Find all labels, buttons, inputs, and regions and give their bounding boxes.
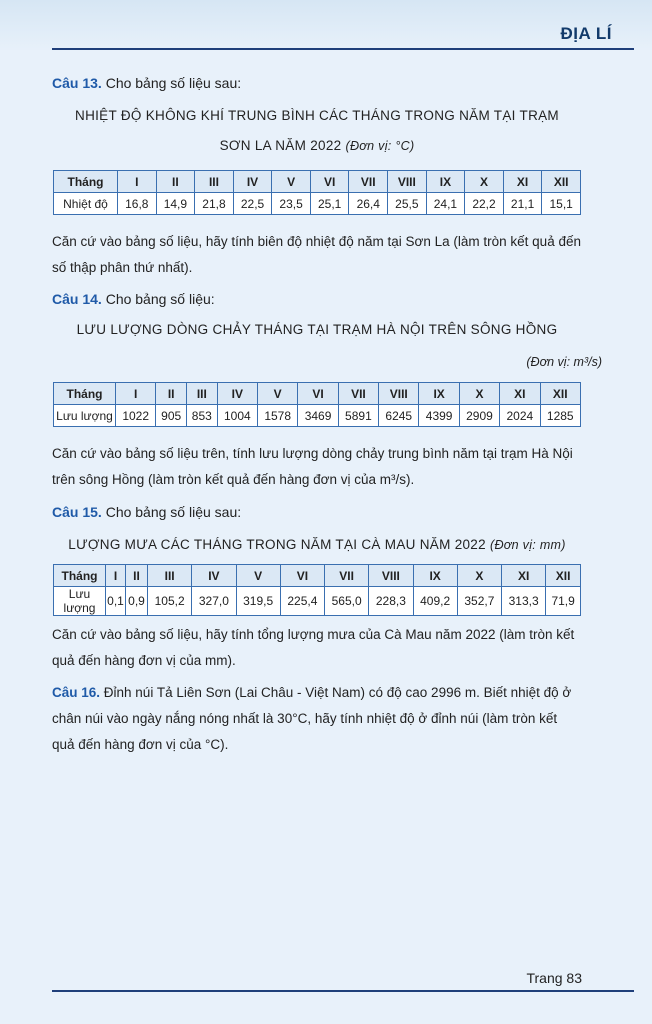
q15-intro: Cho bảng số liệu sau: (101, 504, 242, 520)
q13-table-title-line1: NHIỆT ĐỘ KHÔNG KHÍ TRUNG BÌNH CÁC THÁNG TRONG NĂM TẠI TRẠM (75, 108, 559, 123)
q13-header-cell: II (156, 171, 195, 193)
q13-header-cell: III (195, 171, 234, 193)
q14-heading (52, 289, 215, 309)
q13-value-cell: 25,1 (310, 193, 349, 215)
q14-value-cell: 1022 (116, 405, 156, 427)
q13-value-cell: 21,1 (503, 193, 542, 215)
q14-value-cell: 1578 (258, 405, 298, 427)
q14-value-cell: 4399 (419, 405, 459, 427)
q14-unit: (Đơn vị: m³/s) (526, 355, 602, 369)
q14-header-label: Tháng (54, 383, 116, 405)
q15-unit: (Đơn vị: mm) (489, 538, 566, 552)
q13-header-cell: VIII (388, 171, 427, 193)
q15-header-cell: V (236, 565, 280, 587)
q13-header-cell: XII (542, 171, 581, 193)
q14-value-cell: 3469 (298, 405, 338, 427)
q15-header-cell: VII (325, 565, 369, 587)
q15-value-cell: 0,9 (126, 587, 148, 616)
q13-value-cell: 22,2 (465, 193, 504, 215)
header-band (0, 0, 652, 52)
q14-task: Căn cứ vào bảng số liệu trên, tính lưu lượng dòng chảy trung bình năm tại trạm Hà Nội trên sông Hồng (làm tròn kết quả đến hàng đơn vị của m³/s). (52, 446, 573, 487)
q15-heading (52, 502, 241, 522)
q14-value-cell: 1004 (217, 405, 257, 427)
q14-discharge-table (53, 382, 581, 427)
header-divider (52, 48, 634, 50)
q14-intro: Cho bảng số liệu: (101, 291, 215, 307)
q15-value-cell: 313,3 (502, 587, 546, 616)
footer-divider (52, 990, 634, 992)
subject-title: ĐỊA LÍ (560, 24, 612, 43)
q13-row-label: Nhiệt độ (54, 193, 118, 215)
q13-unit: (Đơn vị: °C) (345, 139, 415, 153)
q13-value-cell: 25,5 (388, 193, 427, 215)
q13-header-cell: VII (349, 171, 388, 193)
q15-header-cell: II (126, 565, 148, 587)
q15-value-cell: 225,4 (280, 587, 324, 616)
q13-value-cell: 24,1 (426, 193, 465, 215)
q13-header-label: Tháng (54, 171, 118, 193)
q14-value-cell: 2024 (500, 405, 540, 427)
q14-header-cell: XII (540, 383, 580, 405)
q15-row-label: Lưu lượng (54, 587, 106, 616)
q15-header-cell: XI (502, 565, 546, 587)
q13-value-cell: 22,5 (233, 193, 272, 215)
q15-header-cell: VI (280, 565, 324, 587)
q14-value-cell: 6245 (379, 405, 419, 427)
q15-value-cell: 327,0 (192, 587, 236, 616)
q15-header-cell: IV (192, 565, 236, 587)
q14-table-title: LƯU LƯỢNG DÒNG CHẢY THÁNG TẠI TRẠM HÀ NỘI TRÊN SÔNG HỒNG (76, 322, 558, 337)
q13-header-cell: I (118, 171, 157, 193)
q15-header-label: Tháng (54, 565, 106, 587)
q13-title-line2-text: SƠN LA NĂM 2022 (219, 138, 346, 153)
q15-header-row (54, 565, 581, 587)
q15-label: Câu 15. (52, 504, 102, 520)
q14-header-cell: V (258, 383, 298, 405)
q13-value-cell: 14,9 (156, 193, 195, 215)
page-number: Trang 83 (526, 970, 582, 986)
q14-header-cell: VI (298, 383, 338, 405)
q15-header-cell: I (106, 565, 126, 587)
q15-rainfall-table (53, 564, 581, 616)
q13-value-cell: 15,1 (542, 193, 581, 215)
q14-header-cell: II (156, 383, 187, 405)
q13-header-cell: XI (503, 171, 542, 193)
q15-value-cell: 352,7 (457, 587, 501, 616)
q15-header-cell: III (148, 565, 192, 587)
q15-value-cell: 228,3 (369, 587, 413, 616)
q14-value-cell: 853 (187, 405, 218, 427)
q13-heading (52, 73, 241, 93)
q14-label: Câu 14. (52, 291, 102, 307)
q14-header-cell: VIII (379, 383, 419, 405)
q15-value-cell: 319,5 (236, 587, 280, 616)
q15-header-cell: XII (546, 565, 581, 587)
q14-header-cell: III (187, 383, 218, 405)
q14-value-cell: 1285 (540, 405, 580, 427)
q13-header-cell: IV (233, 171, 272, 193)
q13-header-cell: X (465, 171, 504, 193)
q14-value-cell: 2909 (459, 405, 499, 427)
q14-header-cell: I (116, 383, 156, 405)
q13-label: Câu 13. (52, 75, 102, 91)
q15-task: Căn cứ vào bảng số liệu, hãy tính tổng lượng mưa của Cà Mau năm 2022 (làm tròn kết quả đến hàng đơn vị của mm). (52, 627, 575, 668)
q15-header-cell: X (457, 565, 501, 587)
q15-title-text: LƯỢNG MƯA CÁC THÁNG TRONG NĂM TẠI CÀ MAU NĂM 2022 (68, 537, 490, 552)
q14-header-cell: IX (419, 383, 459, 405)
q15-table-title (52, 537, 582, 552)
q15-header-cell: IX (413, 565, 457, 587)
q14-header-cell: XI (500, 383, 540, 405)
q16-text: Đỉnh núi Tả Liên Sơn (Lai Châu - Việt Nam) có độ cao 2996 m. Biết nhiệt độ ở chân núi vào ngày nắng nóng nhất là 30°C, hãy tính nhiệt độ ở đỉnh núi (làm tròn kết quả đến hàng đơn vị của °C). (52, 685, 572, 752)
q13-value-cell: 23,5 (272, 193, 311, 215)
q15-value-cell: 105,2 (148, 587, 192, 616)
q13-task: Căn cứ vào bảng số liệu, hãy tính biên độ nhiệt độ năm tại Sơn La (làm tròn kết quả đến số thập phân thứ nhất). (52, 234, 581, 275)
q13-intro: Cho bảng số liệu sau: (101, 75, 242, 91)
q16-label: Câu 16. (52, 685, 101, 700)
q13-header-cell: IX (426, 171, 465, 193)
q16-paragraph (52, 680, 582, 758)
q15-value-cell: 409,2 (413, 587, 457, 616)
q13-header-cell: VI (310, 171, 349, 193)
q14-header-row (54, 383, 581, 405)
q13-data-row (54, 193, 581, 215)
q14-value-cell: 905 (156, 405, 187, 427)
q14-header-cell: VII (338, 383, 378, 405)
q13-header-cell: V (272, 171, 311, 193)
q15-data-row (54, 587, 581, 616)
q13-header-row (54, 171, 581, 193)
q13-value-cell: 16,8 (118, 193, 157, 215)
q13-value-cell: 21,8 (195, 193, 234, 215)
q14-data-row (54, 405, 581, 427)
q14-header-cell: IV (217, 383, 257, 405)
q15-header-cell: VIII (369, 565, 413, 587)
q14-header-cell: X (459, 383, 499, 405)
q14-row-label: Lưu lượng (54, 405, 116, 427)
q14-value-cell: 5891 (338, 405, 378, 427)
q13-temperature-table (53, 170, 581, 215)
q15-value-cell: 565,0 (325, 587, 369, 616)
q13-value-cell: 26,4 (349, 193, 388, 215)
q15-value-cell: 0,1 (106, 587, 126, 616)
q13-table-title-line2 (52, 138, 582, 153)
q15-value-cell: 71,9 (546, 587, 581, 616)
